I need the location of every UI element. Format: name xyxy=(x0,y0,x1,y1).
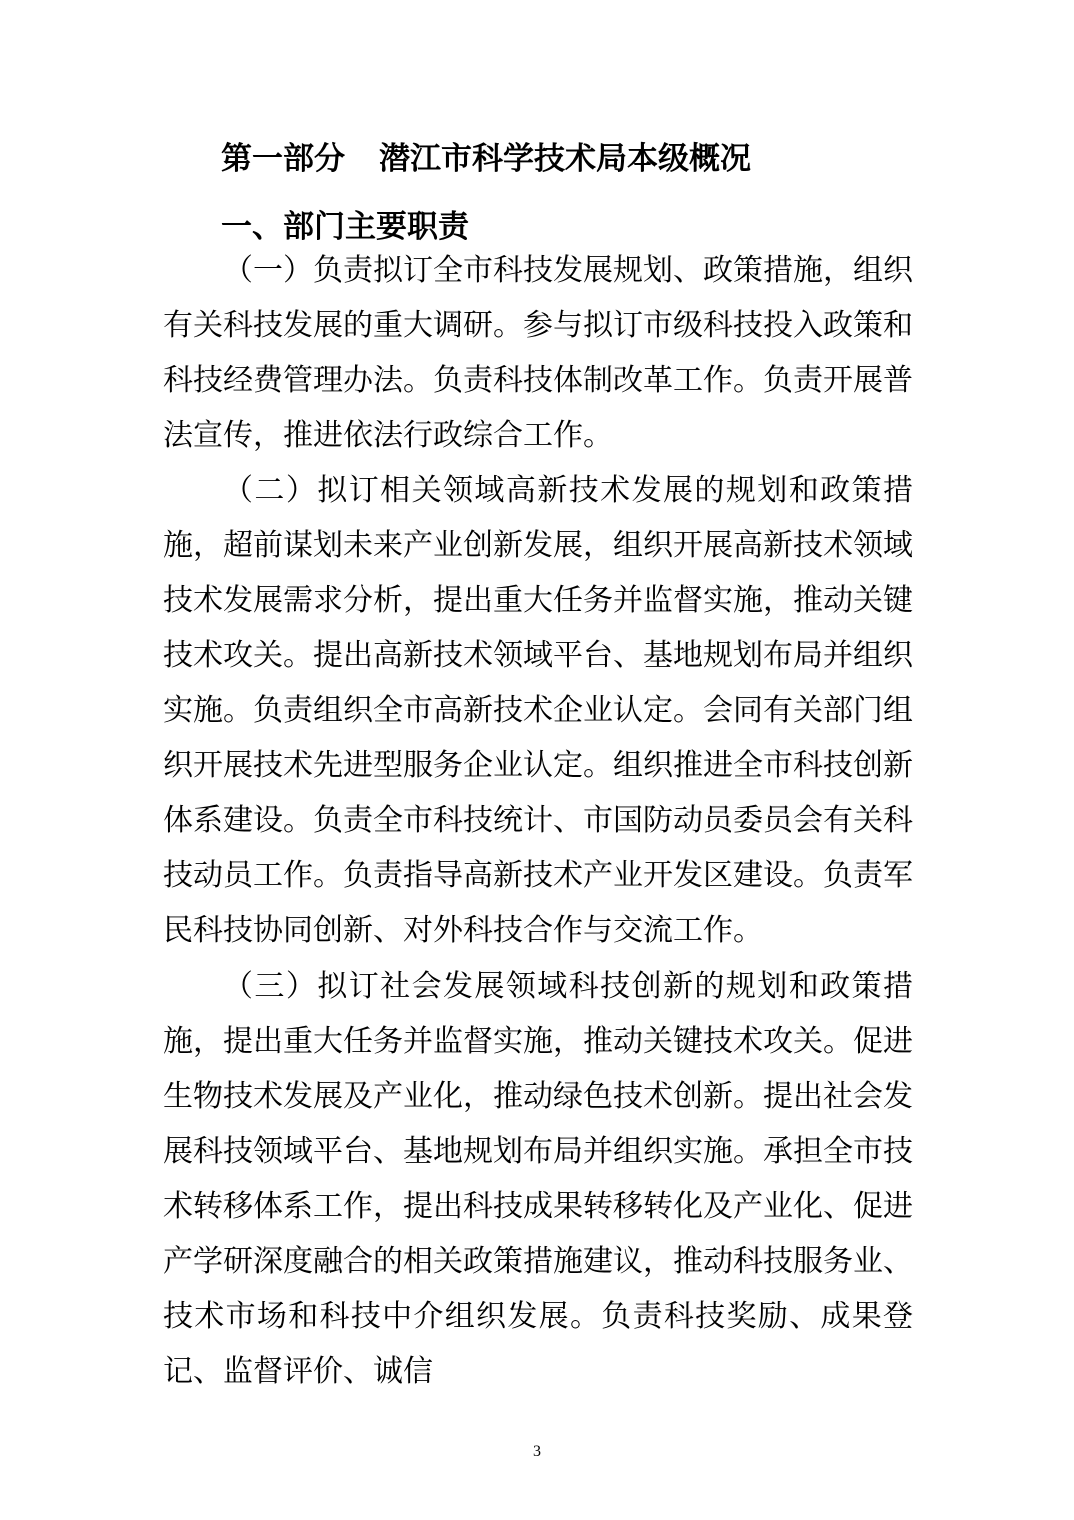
part-title-prefix: 第一部分 xyxy=(221,141,345,177)
part-title xyxy=(221,137,751,181)
paragraph-duty-3: （三）拟订社会发展领域科技创新的规划和政策措施，提出重大任务并监督实施，推动关键技术攻关。促进生物技术发展及产业化，推动绿色技术创新。提出社会发展科技领域平台、基地规划布局并组织实施。承担全市技术转移体系工作，提出科技成果转移转化及产业化、促进产学研深度融合的相关政策措施建议，推动科技服务业、技术市场和科技中介组织发展。负责科技奖励、成果登记、监督评价、诚信 xyxy=(163,969,913,1389)
part-title-text: 潜江市科学技术局本级概况 xyxy=(379,141,751,177)
paragraph-duty-2: （二）拟订相关领域高新技术发展的规划和政策措施，超前谋划未来产业创新发展，组织开展高新技术领域技术发展需求分析，提出重大任务并监督实施，推动关键技术攻关。提出高新技术领域平台、基地规划布局并组织实施。负责组织全市高新技术企业认定。会同有关部门组织开展技术先进型服务企业认定。组织推进全市科技创新体系建设。负责全市科技统计、市国防动员委员会有关科技动员工作。负责指导高新技术产业开发区建设。负责军民科技协同创新、对外科技合作与交流工作。 xyxy=(163,473,913,948)
page-number: 3 xyxy=(533,1443,541,1460)
paragraph-duty-1: （一）负责拟订全市科技发展规划、政策措施，组织有关科技发展的重大调研。参与拟订市级科技投入政策和科技经费管理办法。负责科技体制改革工作。负责开展普法宣传，推进依法行政综合工作。 xyxy=(163,253,913,453)
section-heading: 一、部门主要职责 xyxy=(221,209,469,245)
